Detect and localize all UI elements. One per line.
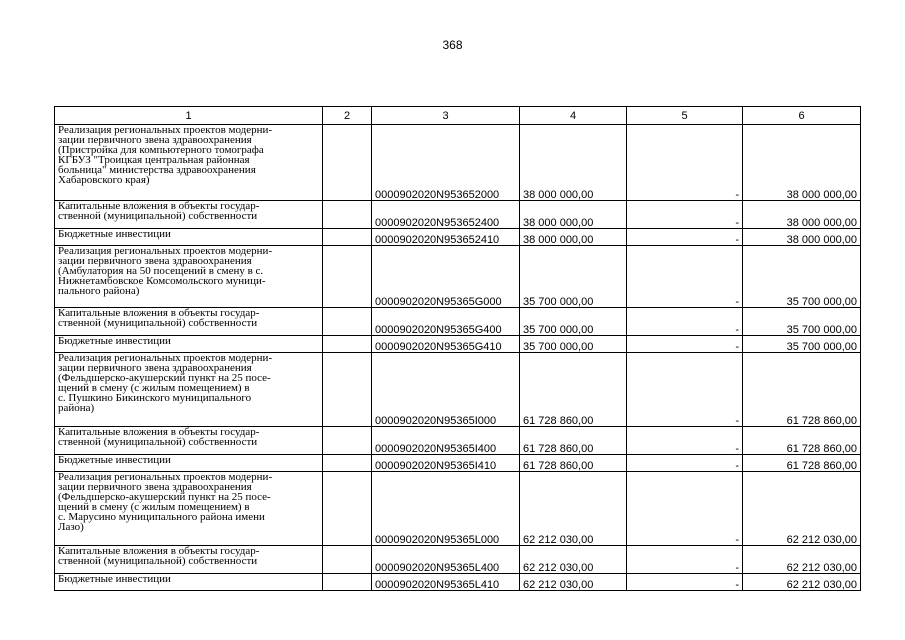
header-row: [55, 107, 861, 125]
row-description: Капитальные вложения в объекты государ- ственной (муниципальной) собственности: [55, 546, 323, 574]
row-code: 0000902020N95365L400: [372, 546, 520, 574]
row-amount-5: -: [627, 427, 743, 455]
row-col2: [323, 353, 372, 427]
row-amount-4: 62 212 030,00: [520, 574, 627, 591]
row-description: Бюджетные инвестиции: [55, 574, 323, 591]
row-description: Бюджетные инвестиции: [55, 336, 323, 353]
row-amount-4: 38 000 000,00: [520, 125, 627, 201]
row-amount-4: 61 728 860,00: [520, 455, 627, 472]
row-code: 0000902020N95365G400: [372, 308, 520, 336]
row-amount-5: -: [627, 336, 743, 353]
column-header-3: 3: [372, 107, 520, 125]
table-row: [55, 353, 861, 427]
table-row: [55, 472, 861, 546]
row-amount-4: 62 212 030,00: [520, 472, 627, 546]
row-col2: [323, 229, 372, 246]
row-code: 0000902020N95365L410: [372, 574, 520, 591]
row-col2: [323, 308, 372, 336]
row-amount-5: -: [627, 472, 743, 546]
row-description: Бюджетные инвестиции: [55, 455, 323, 472]
row-amount-6: 38 000 000,00: [743, 229, 861, 246]
row-col2: [323, 546, 372, 574]
row-description: Капитальные вложения в объекты государ- ственной (муниципальной) собственности: [55, 308, 323, 336]
row-amount-6: 62 212 030,00: [743, 472, 861, 546]
table-row: [55, 336, 861, 353]
row-description: Реализация региональных проектов модерни- зации первичного звена здравоохранения (Пристройка для компьютерного томографа КГБУЗ "Троицкая центральная районная больница" министерства здравоохранения Хабаровского края): [55, 125, 323, 201]
row-amount-4: 35 700 000,00: [520, 336, 627, 353]
row-col2: [323, 455, 372, 472]
table-row: [55, 308, 861, 336]
row-description: Капитальные вложения в объекты государ- ственной (муниципальной) собственности: [55, 427, 323, 455]
table-row: [55, 427, 861, 455]
row-description: Капитальные вложения в объекты государ- ственной (муниципальной) собственности: [55, 201, 323, 229]
row-amount-5: -: [627, 125, 743, 201]
row-code: 0000902020N95365I000: [372, 353, 520, 427]
row-code: 0000902020N95365I410: [372, 455, 520, 472]
row-amount-5: -: [627, 246, 743, 308]
row-amount-6: 38 000 000,00: [743, 125, 861, 201]
row-amount-4: 35 700 000,00: [520, 246, 627, 308]
row-amount-4: 61 728 860,00: [520, 427, 627, 455]
row-amount-5: -: [627, 574, 743, 591]
row-col2: [323, 427, 372, 455]
table-row: [55, 574, 861, 591]
row-description: Бюджетные инвестиции: [55, 229, 323, 246]
row-col2: [323, 125, 372, 201]
row-amount-6: 62 212 030,00: [743, 546, 861, 574]
row-amount-6: 61 728 860,00: [743, 455, 861, 472]
row-amount-6: 62 212 030,00: [743, 574, 861, 591]
row-amount-5: -: [627, 229, 743, 246]
row-amount-5: -: [627, 308, 743, 336]
row-amount-4: 35 700 000,00: [520, 308, 627, 336]
row-description: Реализация региональных проектов модерни- зации первичного звена здравоохранения (Фельдшерско-акушерский пункт на 25 посе- щений в смену (с жилым помещением) в с. Марусино муниципального района имени Лазо): [55, 472, 323, 546]
row-description: Реализация региональных проектов модерни- зации первичного звена здравоохранения (Фельдшерско-акушерский пункт на 25 посе- щений в смену (с жилым помещением) в с. Пушкино Бикинского муниципального района): [55, 353, 323, 427]
column-header-6: 6: [743, 107, 861, 125]
table-row: [55, 125, 861, 201]
row-code: 0000902020N953652410: [372, 229, 520, 246]
row-col2: [323, 201, 372, 229]
row-amount-6: 61 728 860,00: [743, 427, 861, 455]
row-col2: [323, 574, 372, 591]
page-number: 368: [442, 38, 463, 52]
row-code: 0000902020N953652000: [372, 125, 520, 201]
table-row: [55, 201, 861, 229]
row-amount-6: 35 700 000,00: [743, 246, 861, 308]
row-amount-4: 61 728 860,00: [520, 353, 627, 427]
row-amount-5: -: [627, 546, 743, 574]
row-amount-5: -: [627, 201, 743, 229]
budget-table: [54, 106, 861, 591]
row-amount-6: 38 000 000,00: [743, 201, 861, 229]
row-amount-4: 38 000 000,00: [520, 201, 627, 229]
row-description: Реализация региональных проектов модерни- зации первичного звена здравоохранения (Амбулатория на 50 посещений в смену в с. Нижнетамбовское Комсомольского муници- пального района): [55, 246, 323, 308]
row-amount-6: 61 728 860,00: [743, 353, 861, 427]
row-code: 0000902020N95365G000: [372, 246, 520, 308]
row-col2: [323, 336, 372, 353]
row-col2: [323, 246, 372, 308]
table-row: [55, 246, 861, 308]
column-header-5: 5: [627, 107, 743, 125]
row-amount-4: 38 000 000,00: [520, 229, 627, 246]
table-row: [55, 229, 861, 246]
column-header-1: 1: [55, 107, 323, 125]
row-code: 0000902020N95365L000: [372, 472, 520, 546]
column-header-4: 4: [520, 107, 627, 125]
row-amount-4: 62 212 030,00: [520, 546, 627, 574]
table-row: [55, 546, 861, 574]
row-code: 0000902020N953652400: [372, 201, 520, 229]
column-header-2: 2: [323, 107, 372, 125]
row-col2: [323, 472, 372, 546]
row-amount-6: 35 700 000,00: [743, 336, 861, 353]
table-row: [55, 455, 861, 472]
row-amount-5: -: [627, 353, 743, 427]
row-code: 0000902020N95365I400: [372, 427, 520, 455]
row-amount-5: -: [627, 455, 743, 472]
row-code: 0000902020N95365G410: [372, 336, 520, 353]
row-amount-6: 35 700 000,00: [743, 308, 861, 336]
